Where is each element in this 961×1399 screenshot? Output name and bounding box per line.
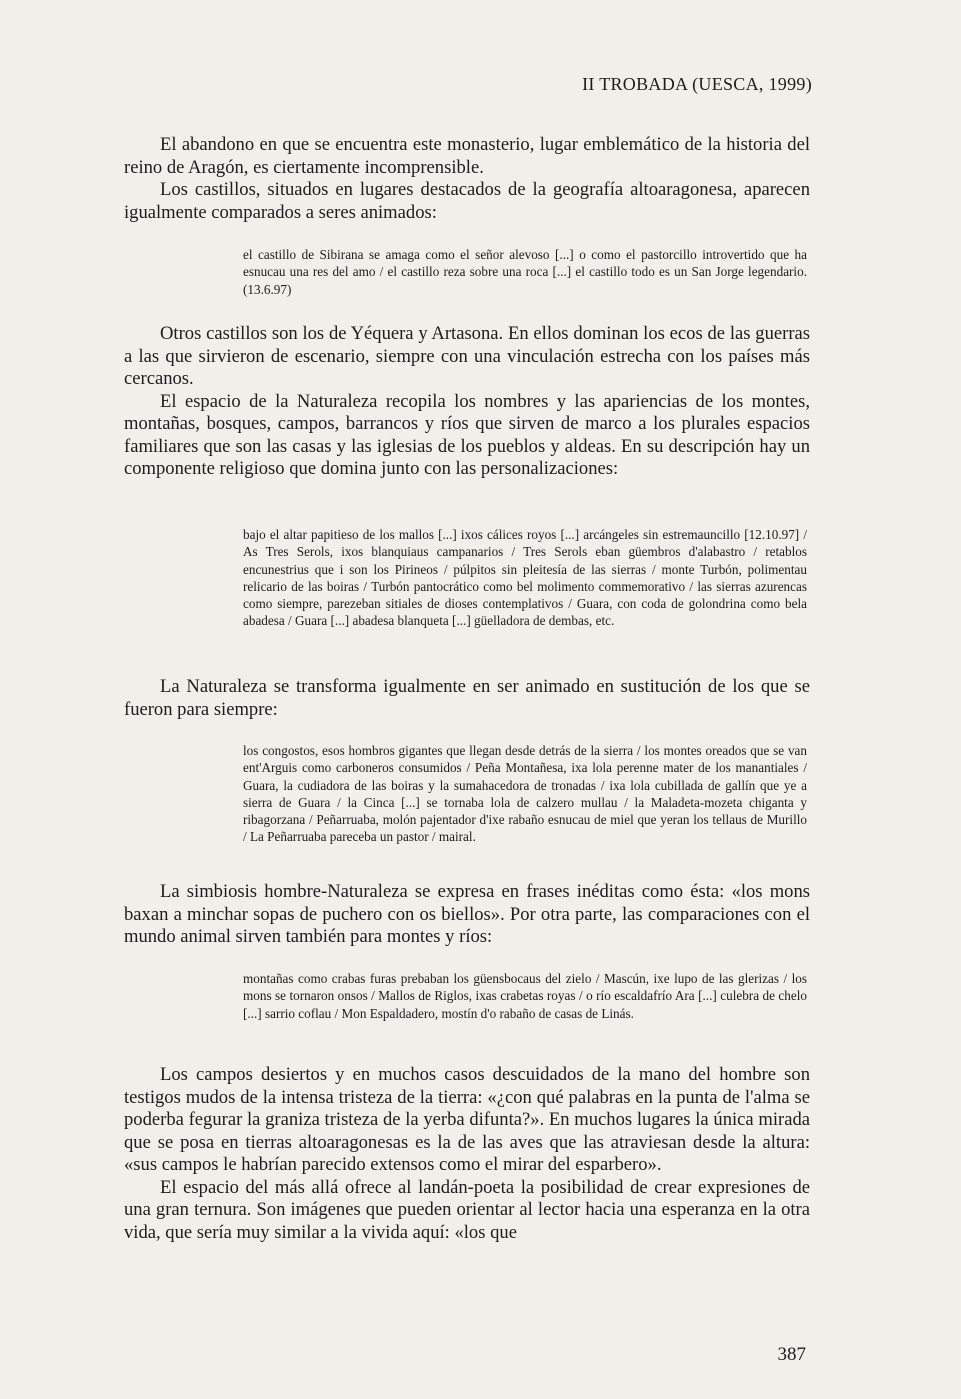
quote-text: el castillo de Sibirana se amaga como el señor alevoso [...] o como el pastorcillo introvertido que ha esnucau una res del amo / el castillo reza sobre una roca [...] el castillo todo es un San Jorge legendario. (13.6.97) bbox=[243, 247, 807, 297]
body-section-1 bbox=[124, 134, 810, 224]
running-head: II TROBADA (UESCA, 1999) bbox=[582, 74, 812, 94]
body-section-5 bbox=[124, 1064, 810, 1244]
paragraph: El espacio de la Naturaleza recopila los nombres y las apariencias de los montes, montañas, bosques, campos, barrancos y ríos que sirven de marco a los plurales espacios familiares que son las casas y las iglesias de los pueblos y aldeas. En su descripción hay un componente religioso que domina junto con las personalizaciones: bbox=[124, 390, 810, 479]
page-number: 387 bbox=[777, 1344, 806, 1365]
paragraph: Los castillos, situados en lugares destacados de la geografía altoaragonesa, aparecen igualmente comparados a seres animados: bbox=[124, 179, 810, 223]
quote-text: montañas como crabas furas prebaban los güensbocaus del zielo / Mascún, ixe lupo de las glerizas / los mons se tornaron onsos / Mallos de Riglos, ixas crabetas royas / o río escaldafrío Ara [...] culebra de chelo [...] sarrio coflau / Mon Espaldadero, mostín d'o rabaño de casas de Linás. bbox=[243, 971, 807, 1021]
paragraph: Los campos desiertos y en muchos casos descuidados de la mano del hombre son testigos mudos de la intensa tristeza de la tierra: «¿con qué palabras en la punta de l'alma se poderba fegurar la graniza tristeza de la yerba difunta?». En muchos lugares la única mirada que se posa en tierras altoaragonesas es la de las aves que las atraviesan desde la altura: «sus campos le habrían parecido extensos como el mirar del esparbero». bbox=[124, 1064, 810, 1175]
paragraph: El espacio del más allá ofrece al landán-poeta la posibilidad de crear expresiones de una gran ternura. Son imágenes que pueden orientar al lector hacia una esperanza en la otra vida, que sería muy similar a la vivida aquí: «los que bbox=[124, 1176, 810, 1243]
block-quote-nature bbox=[243, 526, 807, 630]
quote-text: bajo el altar papitieso de los mallos [...] ixos cálices royos [...] arcángeles sin estremauncillo [12.10.97] / As Tres Serols, ixos blanquiaus campanarios / Tres Serols eban güembros d'alabastro / retablos encunestrius que i son los Pirineos / púlpitos sin pleitesía de las sierras / monte Turbón, polimentau relicario de las boiras / Turbón pantocrático como bel molimento commemorativo / las sierras azurencas como siempre, parezeban sitiales de dioses contemplativos / Guara, con coda de golondrina como bela abadesa / Guara [...] abadesa blanqueta [...] güelladora de dembas, etc. bbox=[243, 527, 807, 629]
block-quote-animals bbox=[243, 970, 807, 1022]
block-quote-castles bbox=[243, 246, 807, 298]
paragraph: El abandono en que se encuentra este monasterio, lugar emblemático de la historia del reino de Aragón, es ciertamente incomprensible. bbox=[124, 134, 810, 178]
paragraph: Otros castillos son los de Yéquera y Artasona. En ellos dominan los ecos de las guerras a las que sirvieron de escenario, siempre con una vinculación estrecha con los países más cercanos. bbox=[124, 323, 810, 389]
body-section-2 bbox=[124, 323, 810, 481]
body-section-4 bbox=[124, 881, 810, 949]
paragraph: La Naturaleza se transforma igualmente en ser animado en sustitución de los que se fueron para siempre: bbox=[124, 676, 810, 720]
block-quote-animated bbox=[243, 742, 807, 846]
paragraph: La simbiosis hombre-Naturaleza se expresa en frases inéditas como ésta: «los mons baxan a minchar sopas de puchero con os biellos». Por otra parte, las comparaciones con el mundo animal sirven también para montes y ríos: bbox=[124, 881, 810, 947]
body-section-3 bbox=[124, 676, 810, 721]
quote-text: los congostos, esos hombros gigantes que llegan desde detrás de la sierra / los montes oreados que se van ent'Arguis como carboneros consumidos / Peña Montañesa, ixa lola perenne mater de los manantiales / Guara, la cudiadora de las boiras y la sumahacedora de tronadas / ixa lola cubillada de gallín que ye a sierra de Guara / la Cinca [...] se tornaba lola de calzero mullau / la Maladeta-mozeta chiganta y ribagorzana / Peñarruaba, molón pajentador d'ixe rabaño esnucau de miel que yeran los tellaus de Murillo / La Peñarruaba pareceba un pastor / mairal. bbox=[243, 743, 807, 845]
